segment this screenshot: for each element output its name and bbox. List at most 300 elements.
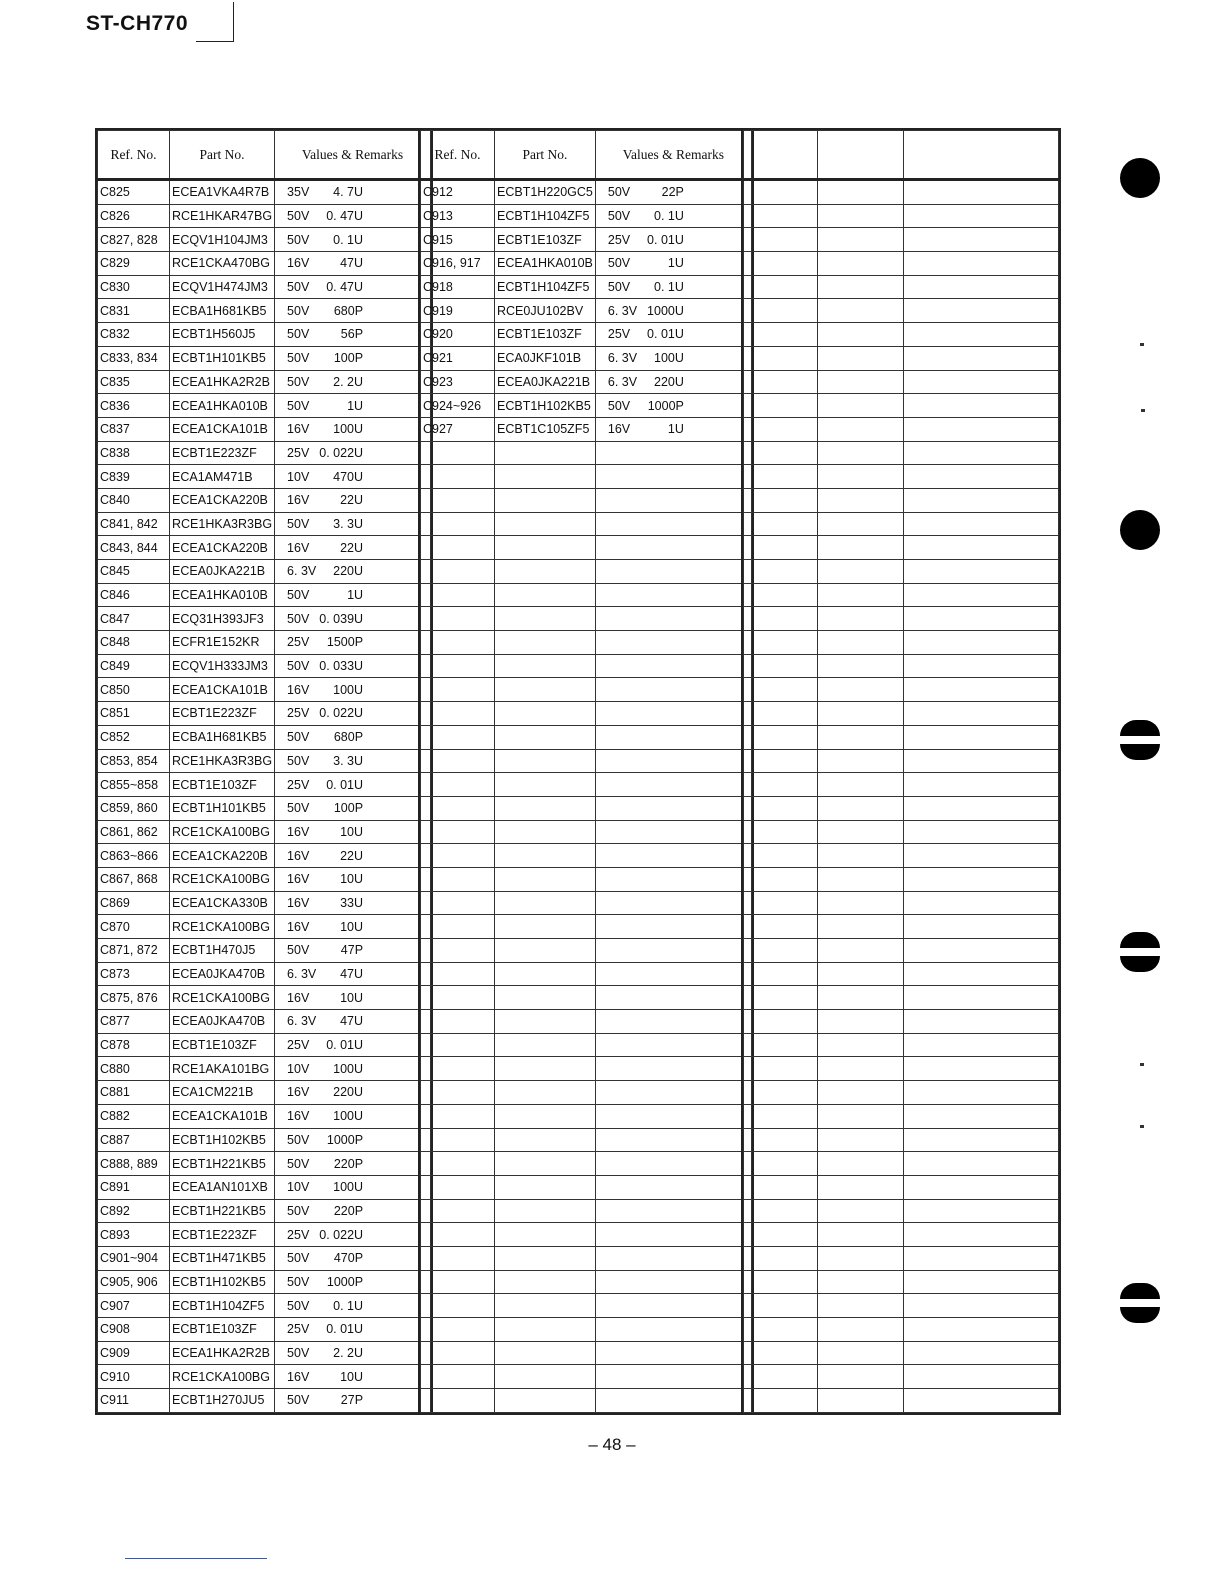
values-cell — [904, 844, 1059, 868]
ref-no-cell: C847 — [98, 607, 170, 631]
part-no-cell: ECBT1H221KB5 — [170, 1152, 275, 1176]
value-pair — [598, 304, 749, 318]
model-divider-vertical — [233, 2, 234, 42]
ref-no-cell — [744, 1199, 818, 1223]
values-cell — [595, 915, 751, 939]
part-no-header: Part No. — [170, 131, 275, 180]
value-pair — [277, 1038, 428, 1052]
ref-no-cell: C909 — [98, 1341, 170, 1365]
capacitance-value: 1000P — [647, 398, 684, 413]
capacitance-value: 100U — [333, 1180, 364, 1195]
part-no-cell — [818, 1294, 904, 1318]
capacitance-value: 10U — [340, 824, 364, 839]
values-cell — [904, 1341, 1059, 1365]
ref-no-cell — [421, 512, 495, 536]
ref-no-cell: C912 — [421, 180, 495, 205]
values-cell — [595, 773, 751, 797]
ref-no-cell — [421, 844, 495, 868]
voltage-value: 50V — [287, 1274, 310, 1289]
ref-no-cell: C911 — [98, 1389, 170, 1413]
part-no-cell: ECEA1HKA010B — [170, 394, 275, 418]
capacitance-value: 0. 022U — [319, 445, 364, 460]
values-cell — [904, 180, 1059, 205]
table-row — [98, 1199, 431, 1223]
table-row — [421, 417, 752, 441]
values-cell — [904, 631, 1059, 655]
ref-no-cell — [744, 962, 818, 986]
values-cell — [904, 1175, 1059, 1199]
values-cell — [595, 417, 751, 441]
voltage-value: 10V — [287, 1061, 310, 1076]
value-pair — [277, 304, 428, 318]
part-no-cell — [818, 275, 904, 299]
table-row — [421, 891, 752, 915]
value-pair — [277, 1322, 428, 1336]
table-row — [421, 583, 752, 607]
voltage-value: 50V — [287, 398, 310, 413]
part-no-cell: ECBT1E103ZF — [495, 323, 596, 347]
table-row — [421, 915, 752, 939]
voltage-value: 10V — [287, 469, 310, 484]
values-cell — [904, 1318, 1059, 1342]
table-row — [744, 560, 1059, 584]
values-cell — [904, 465, 1059, 489]
voltage-value: 16V — [287, 540, 310, 555]
table-row — [744, 607, 1059, 631]
values-cell — [595, 1294, 751, 1318]
ref-no-cell — [744, 749, 818, 773]
table-row — [421, 1057, 752, 1081]
table-row — [98, 820, 431, 844]
part-no-cell — [495, 844, 596, 868]
table-row — [744, 986, 1059, 1010]
value-pair — [277, 517, 428, 531]
part-no-cell: ECEA0JKA221B — [495, 370, 596, 394]
capacitance-value: 0. 039U — [319, 611, 364, 626]
table-row — [98, 204, 431, 228]
table-row — [98, 1128, 431, 1152]
table-row — [98, 1033, 431, 1057]
values-cell — [904, 820, 1059, 844]
values-cell — [904, 1389, 1059, 1413]
part-no-cell — [495, 1223, 596, 1247]
empty-header — [904, 131, 1059, 180]
voltage-value: 16V — [287, 1369, 310, 1384]
ref-no-cell — [744, 1341, 818, 1365]
value-pair — [598, 256, 749, 270]
values-cell — [275, 1270, 431, 1294]
part-no-cell: ECEA1CKA220B — [170, 488, 275, 512]
values-cell — [275, 986, 431, 1010]
part-no-cell — [495, 1270, 596, 1294]
ref-no-cell — [744, 1175, 818, 1199]
value-pair — [277, 399, 428, 413]
ref-no-cell: C836 — [98, 394, 170, 418]
value-pair — [598, 185, 749, 199]
values-cell — [595, 1010, 751, 1034]
table-row — [98, 1223, 431, 1247]
ref-no-cell: C920 — [421, 323, 495, 347]
table-row — [421, 796, 752, 820]
part-no-cell — [818, 867, 904, 891]
ref-no-cell — [744, 1223, 818, 1247]
capacitance-value: 0. 033U — [319, 659, 364, 674]
part-no-cell — [818, 773, 904, 797]
voltage-value: 50V — [287, 753, 310, 768]
part-no-header: Part No. — [495, 131, 596, 180]
table-row — [98, 228, 431, 252]
parts-table-panel-2 — [418, 128, 754, 1415]
ref-no-cell: C831 — [98, 299, 170, 323]
capacitance-value: 220P — [333, 1156, 364, 1171]
table-row — [744, 1104, 1059, 1128]
values-cell — [904, 560, 1059, 584]
capacitance-value: 100U — [333, 422, 364, 437]
ref-no-cell: C832 — [98, 323, 170, 347]
ref-no-cell: C881 — [98, 1081, 170, 1105]
ref-no-cell — [744, 820, 818, 844]
values-cell — [275, 607, 431, 631]
values-cell — [904, 417, 1059, 441]
table-row — [98, 702, 431, 726]
capacitance-value: 0. 01U — [326, 1322, 364, 1337]
part-no-cell: ECBA1H681KB5 — [170, 725, 275, 749]
voltage-value: 16V — [287, 422, 310, 437]
values-cell — [595, 962, 751, 986]
ref-no-cell — [421, 1318, 495, 1342]
voltage-value: 16V — [287, 1109, 310, 1124]
values-cell — [275, 441, 431, 465]
ref-no-cell — [744, 796, 818, 820]
capacitance-value: 2. 2U — [333, 374, 364, 389]
table-row — [744, 299, 1059, 323]
ref-no-cell — [421, 1128, 495, 1152]
part-no-cell: ECEA1CKA220B — [170, 844, 275, 868]
table-row — [98, 1246, 431, 1270]
ref-no-cell — [421, 560, 495, 584]
table-row — [744, 1270, 1059, 1294]
voltage-value: 6. 3V — [287, 564, 317, 579]
ref-no-cell: C880 — [98, 1057, 170, 1081]
part-no-cell: ECBT1E103ZF — [170, 1033, 275, 1057]
value-pair — [277, 209, 428, 223]
capacitance-value: 22P — [661, 185, 684, 200]
table-row — [98, 465, 431, 489]
table-row — [98, 844, 431, 868]
value-pair — [277, 683, 428, 697]
part-no-cell — [495, 678, 596, 702]
part-no-cell — [818, 939, 904, 963]
values-cell — [904, 1010, 1059, 1034]
value-pair — [277, 896, 428, 910]
ref-no-cell: C921 — [421, 346, 495, 370]
part-no-cell — [495, 1128, 596, 1152]
part-no-cell — [495, 1199, 596, 1223]
part-no-cell: RCE1CKA470BG — [170, 252, 275, 276]
ref-no-cell — [744, 1010, 818, 1034]
capacitance-value: 0. 01U — [326, 1038, 364, 1053]
table-row — [98, 488, 431, 512]
part-no-cell: ECFR1E152KR — [170, 631, 275, 655]
part-no-cell — [818, 1057, 904, 1081]
table-row — [744, 702, 1059, 726]
capacitance-value: 4. 7U — [333, 185, 364, 200]
values-cell — [904, 228, 1059, 252]
ref-no-cell: C859, 860 — [98, 796, 170, 820]
ref-no-cell: C845 — [98, 560, 170, 584]
part-no-cell: ECBT1H104ZF5 — [170, 1294, 275, 1318]
values-cell — [595, 1270, 751, 1294]
part-no-cell: ECEA1CKA101B — [170, 678, 275, 702]
value-pair — [277, 1370, 428, 1384]
values-cell — [904, 1152, 1059, 1176]
ref-no-cell — [744, 1294, 818, 1318]
value-pair — [598, 375, 749, 389]
table-row — [421, 678, 752, 702]
value-pair — [277, 493, 428, 507]
value-pair — [277, 185, 428, 199]
ref-no-cell — [744, 417, 818, 441]
capacitance-value: 680P — [333, 730, 364, 745]
ref-no-header: Ref. No. — [98, 131, 170, 180]
ref-no-cell — [744, 631, 818, 655]
part-no-cell — [495, 441, 596, 465]
part-no-cell — [818, 465, 904, 489]
value-pair — [277, 280, 428, 294]
part-no-cell: ECEA1HKA2R2B — [170, 1341, 275, 1365]
table-row — [98, 275, 431, 299]
ref-no-cell — [744, 1128, 818, 1152]
values-cell — [595, 1128, 751, 1152]
values-cell — [904, 725, 1059, 749]
ref-no-cell: C826 — [98, 204, 170, 228]
capacitance-value: 0. 022U — [319, 1227, 364, 1242]
values-cell — [904, 749, 1059, 773]
part-no-cell: ECBA1H681KB5 — [170, 299, 275, 323]
table-row — [98, 1057, 431, 1081]
table-row — [421, 299, 752, 323]
table-row — [421, 1152, 752, 1176]
table-row — [421, 962, 752, 986]
ref-no-cell — [744, 773, 818, 797]
part-no-cell: ECEA0JKA470B — [170, 962, 275, 986]
table-row — [421, 180, 752, 205]
part-no-cell — [495, 1081, 596, 1105]
ref-no-cell — [421, 1175, 495, 1199]
voltage-value: 25V — [287, 635, 310, 650]
values-cell — [595, 252, 751, 276]
table-row — [98, 323, 431, 347]
part-no-cell — [818, 1033, 904, 1057]
values-cell — [275, 323, 431, 347]
part-no-cell: ECBT1H101KB5 — [170, 796, 275, 820]
ref-no-cell — [744, 1389, 818, 1413]
ref-no-cell — [421, 749, 495, 773]
value-pair — [277, 588, 428, 602]
part-no-cell — [495, 1175, 596, 1199]
value-pair — [598, 280, 749, 294]
value-pair — [598, 209, 749, 223]
values-cell — [595, 725, 751, 749]
parts-table-2 — [420, 130, 752, 1413]
table-row — [421, 1199, 752, 1223]
value-pair — [277, 967, 428, 981]
values-cell — [275, 1152, 431, 1176]
value-pair — [277, 1299, 428, 1313]
table-row — [98, 560, 431, 584]
values-cell — [595, 820, 751, 844]
value-pair — [598, 399, 749, 413]
voltage-value: 6. 3V — [607, 351, 638, 366]
value-pair — [277, 1251, 428, 1265]
values-cell — [275, 536, 431, 560]
values-cell — [904, 1270, 1059, 1294]
ref-no-cell — [744, 512, 818, 536]
value-pair — [277, 1204, 428, 1218]
scan-speck — [1140, 1125, 1144, 1128]
ref-no-cell — [421, 1365, 495, 1389]
values-cell — [275, 204, 431, 228]
ref-no-cell: C923 — [421, 370, 495, 394]
table-row — [98, 1081, 431, 1105]
ref-no-cell — [744, 1318, 818, 1342]
table-row — [98, 678, 431, 702]
values-cell — [595, 796, 751, 820]
capacitance-value: 10U — [340, 1369, 364, 1384]
part-no-cell — [818, 1010, 904, 1034]
table-row — [98, 631, 431, 655]
capacitance-value: 0. 01U — [326, 777, 364, 792]
table-row — [421, 702, 752, 726]
table-row — [98, 1010, 431, 1034]
capacitance-value: 100U — [333, 1109, 364, 1124]
value-pair — [277, 991, 428, 1005]
part-no-cell: ECEA1HKA010B — [495, 252, 596, 276]
ref-no-cell: C838 — [98, 441, 170, 465]
part-no-cell — [495, 1341, 596, 1365]
ref-no-cell: C852 — [98, 725, 170, 749]
values-cell — [904, 1033, 1059, 1057]
table-row — [98, 417, 431, 441]
voltage-value: 16V — [287, 682, 310, 697]
table-row — [98, 180, 431, 205]
part-no-cell — [495, 1365, 596, 1389]
table-row — [98, 1270, 431, 1294]
voltage-value: 35V — [287, 185, 310, 200]
values-cell — [275, 702, 431, 726]
values-cell — [595, 1033, 751, 1057]
capacitance-value: 1U — [667, 422, 684, 437]
part-no-cell: ECQV1H104JM3 — [170, 228, 275, 252]
values-cell — [904, 346, 1059, 370]
table-row — [744, 678, 1059, 702]
ref-no-cell: C840 — [98, 488, 170, 512]
ref-no-cell: C846 — [98, 583, 170, 607]
table-row — [421, 204, 752, 228]
values-cell — [275, 962, 431, 986]
values-cell — [275, 512, 431, 536]
value-pair — [277, 564, 428, 578]
voltage-value: 16V — [287, 824, 310, 839]
table-row — [744, 465, 1059, 489]
values-cell — [275, 844, 431, 868]
part-no-cell — [818, 1199, 904, 1223]
table-row — [98, 607, 431, 631]
values-cell — [595, 536, 751, 560]
ref-no-cell: C882 — [98, 1104, 170, 1128]
table-row — [421, 228, 752, 252]
part-no-cell: ECBT1E223ZF — [170, 1223, 275, 1247]
values-cell — [275, 820, 431, 844]
values-cell — [904, 583, 1059, 607]
table-row — [98, 536, 431, 560]
part-no-cell — [818, 654, 904, 678]
table-row — [421, 631, 752, 655]
table-row — [421, 1033, 752, 1057]
capacitance-value: 0. 01U — [647, 327, 684, 342]
part-no-cell — [818, 986, 904, 1010]
ref-no-cell — [421, 1246, 495, 1270]
ref-no-cell: C905, 906 — [98, 1270, 170, 1294]
part-no-cell: ECBT1H220GC5 — [495, 180, 596, 205]
voltage-value: 50V — [287, 303, 310, 318]
values-cell — [904, 796, 1059, 820]
ref-no-cell — [421, 1057, 495, 1081]
values-cell — [595, 275, 751, 299]
voltage-value: 50V — [287, 232, 310, 247]
values-cell — [275, 488, 431, 512]
part-no-cell: ECA0JKF101B — [495, 346, 596, 370]
capacitance-value: 1000U — [647, 303, 684, 318]
ref-no-cell — [744, 1270, 818, 1294]
ref-no-cell — [421, 1199, 495, 1223]
capacitance-value: 0. 47U — [326, 280, 364, 295]
ref-no-cell: C850 — [98, 678, 170, 702]
voltage-value: 16V — [287, 990, 310, 1005]
part-no-cell — [495, 891, 596, 915]
part-no-cell: ECBT1H102KB5 — [170, 1270, 275, 1294]
ref-no-cell — [744, 702, 818, 726]
values-cell — [595, 465, 751, 489]
values-cell — [595, 1152, 751, 1176]
capacitance-value: 47U — [340, 1014, 364, 1029]
capacitance-value: 0. 1U — [333, 1298, 364, 1313]
value-pair — [277, 659, 428, 673]
part-no-cell — [495, 1152, 596, 1176]
ref-no-cell: C877 — [98, 1010, 170, 1034]
values-cell — [904, 536, 1059, 560]
part-no-cell: ECBT1H221KB5 — [170, 1199, 275, 1223]
voltage-value: 25V — [607, 232, 631, 247]
part-no-cell — [495, 1246, 596, 1270]
ref-no-cell — [421, 773, 495, 797]
table-row — [421, 820, 752, 844]
table-row — [421, 986, 752, 1010]
voltage-value: 25V — [287, 1038, 310, 1053]
ref-no-cell: C843, 844 — [98, 536, 170, 560]
binder-hole-mark — [1120, 158, 1160, 198]
values-cell — [904, 1057, 1059, 1081]
parts-table-3 — [743, 130, 1059, 1413]
table-row — [421, 394, 752, 418]
values-cell — [275, 417, 431, 441]
part-no-cell — [495, 488, 596, 512]
part-no-cell: ECEA1HKA2R2B — [170, 370, 275, 394]
voltage-value: 25V — [287, 706, 310, 721]
table-row — [421, 1246, 752, 1270]
table-row — [744, 820, 1059, 844]
values-cell — [595, 560, 751, 584]
